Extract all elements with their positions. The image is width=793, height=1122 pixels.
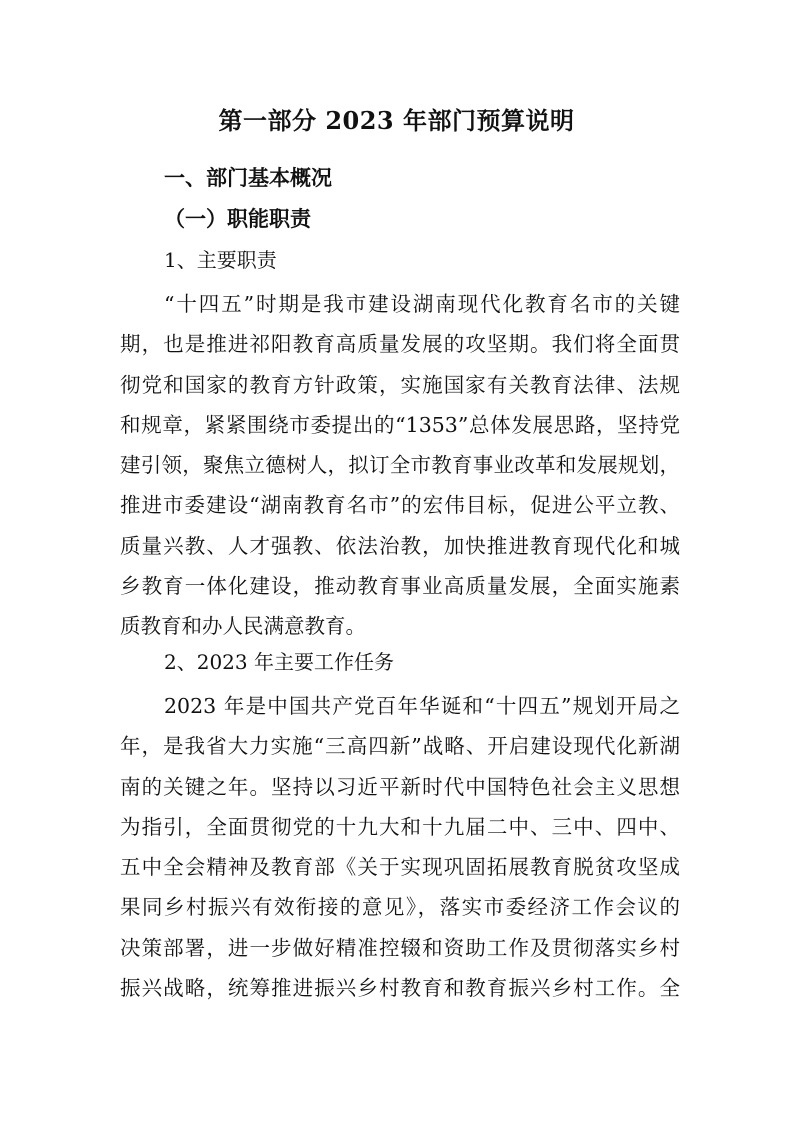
paragraph-line: 振兴战略，统筹推进振兴乡村教育和教育振兴乡村工作。全 bbox=[120, 976, 680, 1001]
paragraph-line: 建引领，聚焦立德树人，拟订全市教育事业改革和发展规划， bbox=[120, 453, 680, 478]
paragraph-line: 五中全会精神及教育部《关于实现巩固拓展教育脱贫攻坚成 bbox=[120, 855, 680, 880]
paragraph-line: 期，也是推进祁阳教育高质量发展的攻坚期。我们将全面贯 bbox=[120, 332, 680, 357]
page-title: 第一部分 2023 年部门预算说明 bbox=[218, 106, 575, 135]
item-label-work-tasks: 2、2023 年主要工作任务 bbox=[164, 650, 394, 674]
subsection-heading: （一）职能职责 bbox=[164, 207, 311, 231]
paragraph-line: 年，是我省大力实施“三高四新”战略、开启建设现代化新湖 bbox=[120, 734, 680, 759]
item-label-main-duties: 1、主要职责 bbox=[164, 248, 277, 272]
paragraph-line: 为指引，全面贯彻党的十九大和十九届二中、三中、四中、 bbox=[120, 814, 680, 839]
paragraph-line: 彻党和国家的教育方针政策，实施国家有关教育法律、法规 bbox=[120, 372, 680, 397]
paragraph-line: 和规章，紧紧围绕市委提出的“1353”总体发展思路，坚持党 bbox=[120, 412, 680, 437]
paragraph-line: 质教育和办人民满意教育。 bbox=[120, 614, 366, 639]
paragraph-main-duties bbox=[120, 284, 680, 647]
paragraph-line: 南的关键之年。坚持以习近平新时代中国特色社会主义思想 bbox=[120, 774, 680, 799]
paragraph-line: 决策部署，进一步做好精准控辍和资助工作及贯彻落实乡村 bbox=[120, 935, 680, 960]
paragraph-line: 质量兴教、人才强教、依法治教，加快推进教育现代化和城 bbox=[120, 533, 680, 558]
paragraph-line: 推进市委建设“湖南教育名市”的宏伟目标，促进公平立教、 bbox=[120, 493, 680, 518]
paragraph-line: 果同乡村振兴有效衔接的意见》，落实市委经济工作会议的 bbox=[120, 895, 680, 920]
section-heading: 一、部门基本概况 bbox=[164, 166, 332, 190]
paragraph-line: “十四五”时期是我市建设湖南现代化教育名市的关键 bbox=[164, 292, 680, 316]
paragraph-line: 乡教育一体化建设，推动教育事业高质量发展，全面实施素 bbox=[120, 574, 680, 599]
paragraph-work-tasks bbox=[120, 686, 680, 1008]
paragraph-line: 2023 年是中国共产党百年华诞和“十四五”规划开局之 bbox=[164, 694, 680, 718]
